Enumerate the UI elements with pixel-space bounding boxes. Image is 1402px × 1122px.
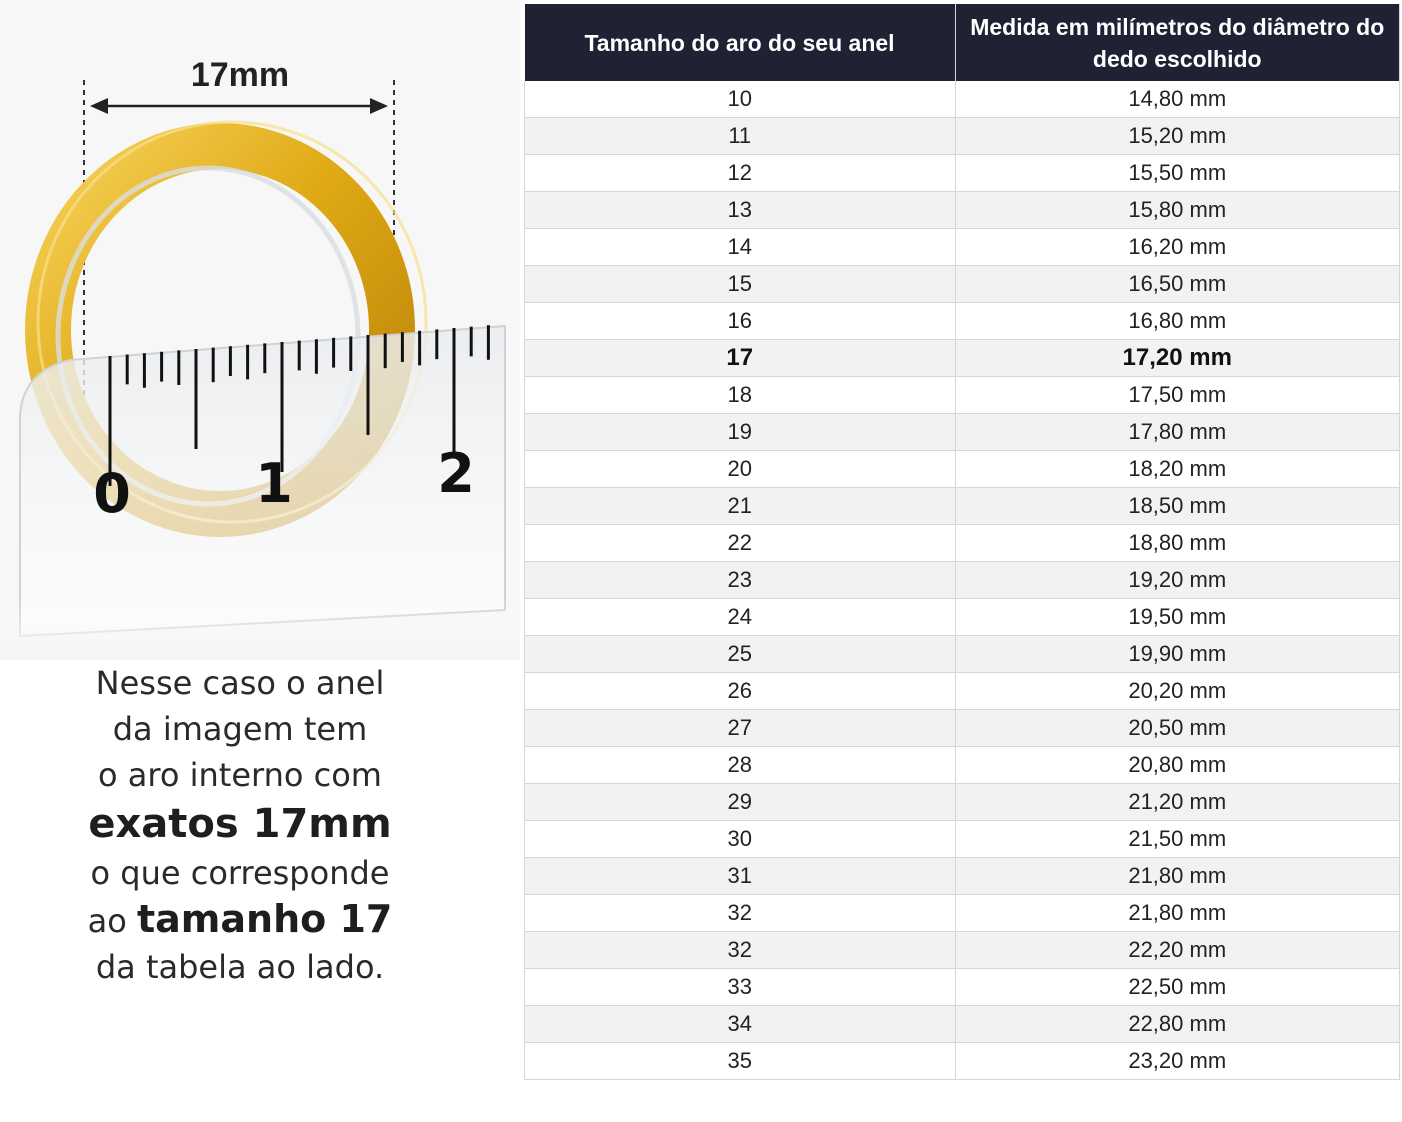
ruler-number-0: 0 (93, 462, 131, 525)
caption-line-5: o que corresponde (90, 854, 390, 892)
ruler-number-1: 1 (255, 452, 293, 515)
cell-diameter-mm: 23,20 mm (955, 1043, 1400, 1080)
cell-ring-size: 31 (525, 858, 956, 895)
table-row (525, 340, 1400, 377)
table-row (525, 932, 1400, 969)
cell-diameter-mm: 16,50 mm (955, 266, 1400, 303)
table-row (525, 1043, 1400, 1080)
cell-ring-size: 25 (525, 636, 956, 673)
cell-diameter-mm: 19,50 mm (955, 599, 1400, 636)
cell-ring-size: 35 (525, 1043, 956, 1080)
ring-size-table (524, 4, 1400, 1080)
table-row (525, 192, 1400, 229)
cell-ring-size: 23 (525, 562, 956, 599)
caption-line-2: da imagem tem (112, 710, 368, 748)
table-row (525, 673, 1400, 710)
table-row (525, 784, 1400, 821)
cell-ring-size: 26 (525, 673, 956, 710)
table-row (525, 599, 1400, 636)
cell-ring-size: 17 (525, 340, 956, 377)
table-row (525, 1006, 1400, 1043)
cell-diameter-mm: 18,20 mm (955, 451, 1400, 488)
cell-diameter-mm: 18,80 mm (955, 525, 1400, 562)
cell-diameter-mm: 15,50 mm (955, 155, 1400, 192)
cell-ring-size: 10 (525, 81, 956, 118)
cell-ring-size: 28 (525, 747, 956, 784)
cell-diameter-mm: 22,80 mm (955, 1006, 1400, 1043)
cell-ring-size: 34 (525, 1006, 956, 1043)
table-row (525, 488, 1400, 525)
cell-diameter-mm: 15,20 mm (955, 118, 1400, 155)
cell-diameter-mm: 21,50 mm (955, 821, 1400, 858)
cell-ring-size: 14 (525, 229, 956, 266)
caption-line-1: Nesse caso o anel (95, 664, 385, 702)
table-row (525, 969, 1400, 1006)
table-row (525, 710, 1400, 747)
header-ring-size: Tamanho do aro do seu anel (525, 4, 956, 81)
table-row (525, 303, 1400, 340)
cell-diameter-mm: 21,80 mm (955, 895, 1400, 932)
cell-diameter-mm: 19,20 mm (955, 562, 1400, 599)
cell-diameter-mm: 21,80 mm (955, 858, 1400, 895)
table-header-row (525, 4, 1400, 81)
cell-ring-size: 20 (525, 451, 956, 488)
ruler-number-2: 2 (437, 442, 475, 505)
cell-ring-size: 13 (525, 192, 956, 229)
table-body (525, 81, 1400, 1080)
table-row (525, 821, 1400, 858)
cell-diameter-mm: 22,50 mm (955, 969, 1400, 1006)
table-row (525, 81, 1400, 118)
cell-diameter-mm: 18,50 mm (955, 488, 1400, 525)
cell-diameter-mm: 22,20 mm (955, 932, 1400, 969)
cell-diameter-mm: 19,90 mm (955, 636, 1400, 673)
table-row (525, 562, 1400, 599)
cell-ring-size: 30 (525, 821, 956, 858)
cell-diameter-mm: 16,80 mm (955, 303, 1400, 340)
explanation-caption (0, 660, 480, 990)
table-row (525, 229, 1400, 266)
cell-diameter-mm: 17,20 mm (955, 340, 1400, 377)
table-row (525, 118, 1400, 155)
table-row (525, 895, 1400, 932)
caption-line-6-bold: tamanho 17 (136, 897, 393, 941)
cell-diameter-mm: 14,80 mm (955, 81, 1400, 118)
measure-label: 17mm (190, 56, 290, 94)
caption-line-7: da tabela ao lado. (95, 948, 385, 986)
caption-line-6-prefix: ao (87, 902, 137, 940)
cell-ring-size: 29 (525, 784, 956, 821)
caption-line-3: o aro interno com (98, 756, 382, 794)
cell-ring-size: 12 (525, 155, 956, 192)
table-row (525, 451, 1400, 488)
table-row (525, 266, 1400, 303)
ring-ruler-illustration (0, 0, 520, 660)
cell-diameter-mm: 16,20 mm (955, 229, 1400, 266)
ring-ruler-graphic (0, 0, 520, 660)
table-row (525, 155, 1400, 192)
cell-ring-size: 21 (525, 488, 956, 525)
cell-diameter-mm: 20,50 mm (955, 710, 1400, 747)
cell-ring-size: 11 (525, 118, 956, 155)
cell-diameter-mm: 17,80 mm (955, 414, 1400, 451)
table-row (525, 525, 1400, 562)
cell-ring-size: 33 (525, 969, 956, 1006)
cell-ring-size: 32 (525, 895, 956, 932)
table-row (525, 747, 1400, 784)
caption-line-4: exatos 17mm (88, 801, 392, 847)
cell-ring-size: 16 (525, 303, 956, 340)
cell-ring-size: 19 (525, 414, 956, 451)
cell-diameter-mm: 15,80 mm (955, 192, 1400, 229)
table-row (525, 858, 1400, 895)
cell-ring-size: 15 (525, 266, 956, 303)
cell-diameter-mm: 20,20 mm (955, 673, 1400, 710)
cell-ring-size: 24 (525, 599, 956, 636)
cell-ring-size: 18 (525, 377, 956, 414)
table-row (525, 414, 1400, 451)
caption-line-6 (0, 896, 480, 944)
cell-ring-size: 32 (525, 932, 956, 969)
table-row (525, 377, 1400, 414)
cell-diameter-mm: 21,20 mm (955, 784, 1400, 821)
cell-ring-size: 22 (525, 525, 956, 562)
illustration-fade (0, 600, 520, 660)
header-diameter-mm: Medida em milímetros do diâmetro do dedo escolhido (955, 4, 1400, 81)
table-row (525, 636, 1400, 673)
cell-diameter-mm: 17,50 mm (955, 377, 1400, 414)
cell-ring-size: 27 (525, 710, 956, 747)
cell-diameter-mm: 20,80 mm (955, 747, 1400, 784)
